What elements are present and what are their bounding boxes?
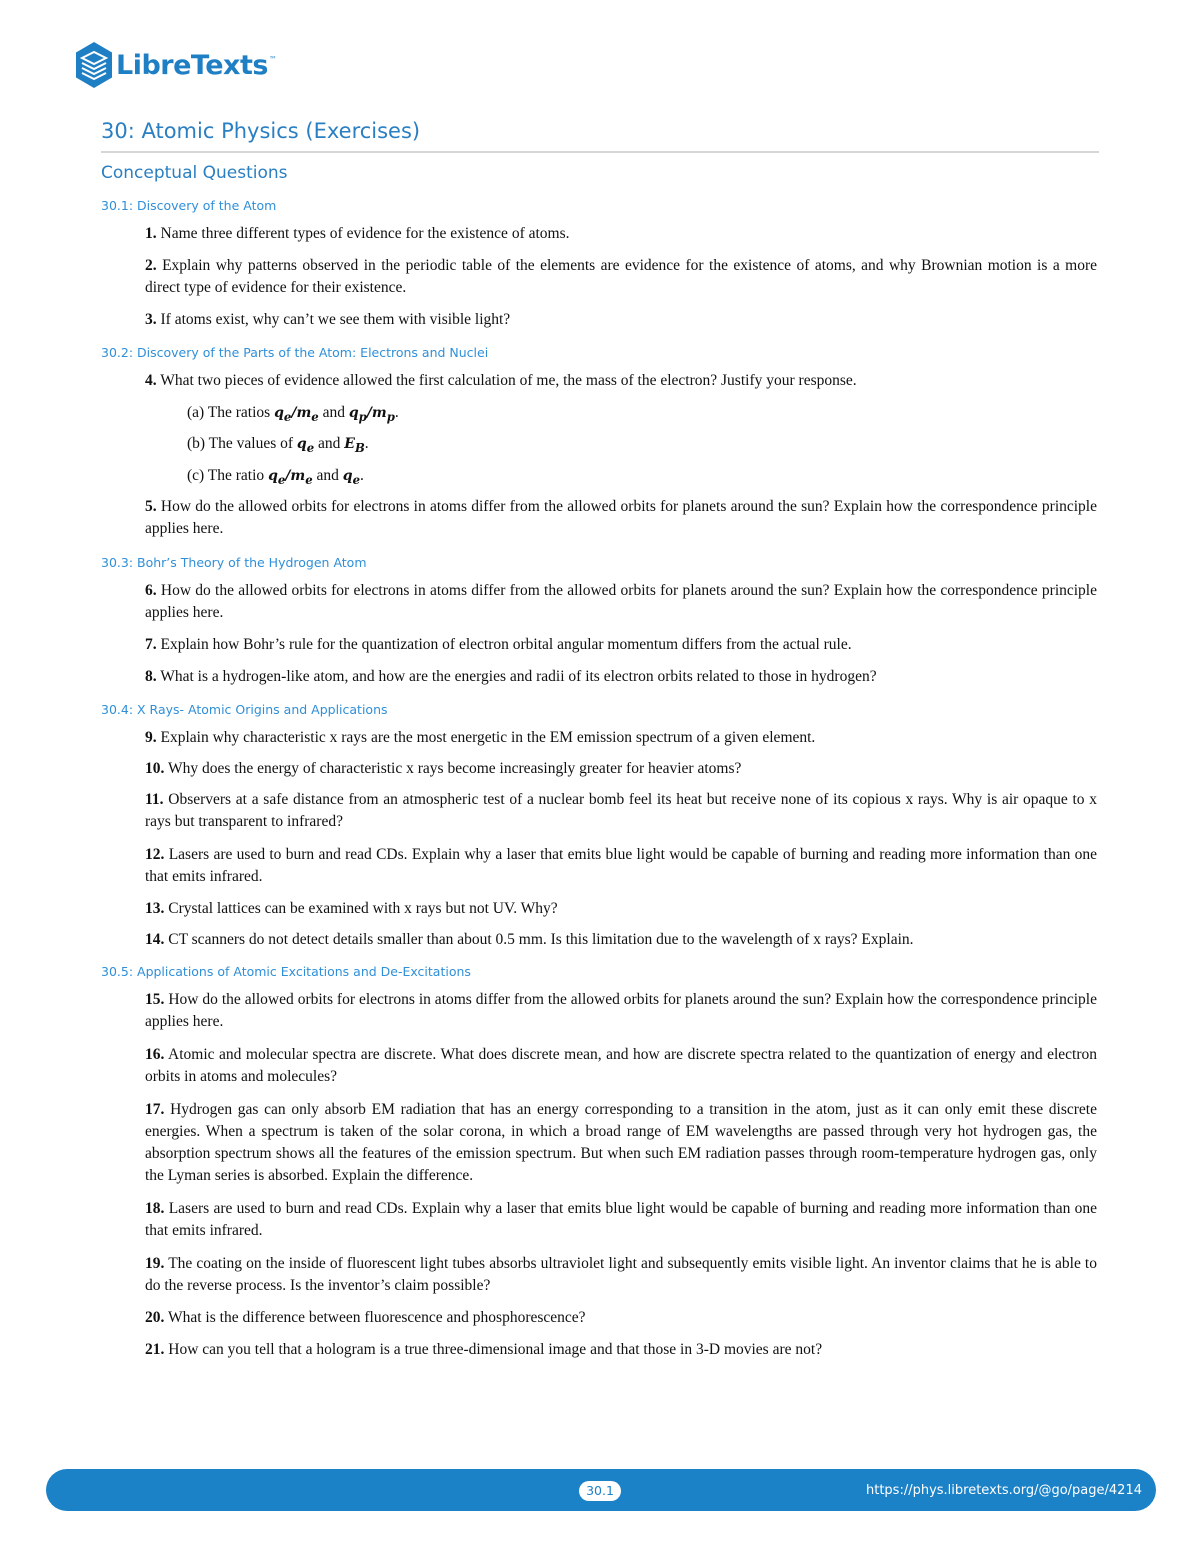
question-1 bbox=[145, 223, 1097, 245]
question-text: The coating on the inside of fluorescent light tubes absorbs ultraviolet light and subsequently emits visible light. An inventor claims that he is able to do the reverse process. Is the inventor’s claim possible? bbox=[145, 1255, 1097, 1294]
math-expression: $q_e$ bbox=[342, 468, 361, 487]
question-number: 18. bbox=[145, 1200, 165, 1217]
title-divider bbox=[101, 151, 1099, 153]
question-text: If atoms exist, why can’t we see them with visible light? bbox=[160, 311, 511, 328]
question-text: Name three different types of evidence for the existence of atoms. bbox=[160, 225, 570, 242]
question-12 bbox=[145, 844, 1097, 888]
question-text: Observers at a safe distance from an atmospheric test of a nuclear bomb feel its heat but receive none of its copious x rays. Why is air opaque to x rays but transparent to infrared? bbox=[145, 791, 1097, 830]
question-9 bbox=[145, 727, 1097, 749]
footer-link[interactable]: https://phys.libretexts.org/@go/page/4214 bbox=[865, 1483, 1142, 1498]
subsection-heading-30-5[interactable]: 30.5: Applications of Atomic Excitations and De-Excitations bbox=[101, 964, 471, 979]
option-conjunction: and bbox=[322, 404, 345, 421]
q4-option-a: (a) The ratios $q_e/m_e$ and $q_p/m_p$. bbox=[187, 404, 399, 424]
math-expression: $q_e/m_e$ bbox=[274, 405, 319, 424]
question-3 bbox=[145, 309, 1097, 331]
libretexts-logo-icon bbox=[74, 41, 114, 89]
subsection-heading-30-3[interactable]: 30.3: Bohr’s Theory of the Hydrogen Atom bbox=[101, 555, 367, 570]
question-17 bbox=[145, 1099, 1097, 1187]
question-5 bbox=[145, 496, 1097, 540]
option-label: (c) The ratio bbox=[187, 467, 265, 484]
question-text: How do the allowed orbits for electrons in atoms differ from the allowed orbits for planets around the sun? Explain how the correspondence principle applies here. bbox=[145, 582, 1097, 621]
question-text: Atomic and molecular spectra are discrete. What does discrete mean, and how are discrete spectra related to the quantization of energy and electron orbits in atoms and molecules? bbox=[145, 1046, 1098, 1085]
question-text: Hydrogen gas can only absorb EM radiation that has an energy corresponding to a transition in the atom, just as it can only emit these discrete energies. When a spectrum is taken of the solar corona, in which a broad range of EM wavelengths are passed through very hot hydrogen gas, the absorption spectrum shows all the features of the emission spectrum. But when such EM radiation passes through room-temperature hydrogen gas, only the Lyman series is absorbed. Explain the difference. bbox=[145, 1101, 1097, 1184]
question-number: 20. bbox=[145, 1309, 165, 1326]
question-number: 8. bbox=[145, 668, 157, 685]
question-text: Lasers are used to burn and read CDs. Explain why a laser that emits blue light would be capable of burning and reading more information than one that emits infrared. bbox=[145, 1200, 1098, 1239]
subsection-heading-30-1[interactable]: 30.1: Discovery of the Atom bbox=[101, 198, 277, 213]
question-11 bbox=[145, 789, 1097, 833]
question-text: How do the allowed orbits for electrons in atoms differ from the allowed orbits for planets around the sun? Explain how the correspondence principle applies here. bbox=[145, 498, 1097, 537]
question-2 bbox=[145, 255, 1097, 299]
option-conjunction: and bbox=[318, 435, 341, 452]
question-21 bbox=[145, 1339, 1097, 1361]
logo-trademark: ™ bbox=[268, 54, 277, 64]
question-6 bbox=[145, 580, 1097, 624]
question-number: 7. bbox=[145, 636, 157, 653]
question-number: 5. bbox=[145, 498, 157, 515]
question-text: Crystal lattices can be examined with x rays but not UV. Why? bbox=[168, 900, 558, 917]
question-number: 12. bbox=[145, 846, 165, 863]
question-number: 2. bbox=[145, 257, 157, 274]
question-8 bbox=[145, 666, 1097, 688]
page-number-badge: 30.1 bbox=[579, 1481, 621, 1501]
question-number: 10. bbox=[145, 760, 165, 777]
question-number: 17. bbox=[145, 1101, 165, 1118]
question-number: 14. bbox=[145, 931, 165, 948]
option-conjunction: and bbox=[316, 467, 339, 484]
question-number: 16. bbox=[145, 1046, 165, 1063]
question-text: What is the difference between fluorescence and phosphorescence? bbox=[167, 1309, 586, 1326]
question-text: Explain why patterns observed in the periodic table of the elements are evidence for the existence of atoms, and why Brownian motion is a more direct type of evidence for their existence. bbox=[145, 257, 1097, 296]
question-text: Explain how Bohr’s rule for the quantization of electron orbital angular momentum differs from the actual rule. bbox=[160, 636, 852, 653]
question-14 bbox=[145, 929, 1097, 951]
question-16 bbox=[145, 1044, 1097, 1088]
page-title: 30: Atomic Physics (Exercises) bbox=[101, 119, 421, 143]
question-18 bbox=[145, 1198, 1097, 1242]
question-number: 6. bbox=[145, 582, 157, 599]
math-expression: $q_e$ bbox=[296, 436, 315, 455]
question-20 bbox=[145, 1307, 1097, 1329]
question-13 bbox=[145, 898, 1097, 920]
question-number: 11. bbox=[145, 791, 164, 808]
question-text: Lasers are used to burn and read CDs. Explain why a laser that emits blue light would be capable of burning and reading more information than one that emits infrared. bbox=[145, 846, 1098, 885]
question-number: 13. bbox=[145, 900, 165, 917]
question-number: 3. bbox=[145, 311, 157, 328]
math-expression: $q_e/m_e$ bbox=[268, 468, 313, 487]
question-7 bbox=[145, 634, 1097, 656]
section-title: Conceptual Questions bbox=[101, 163, 288, 183]
libretexts-logo[interactable] bbox=[74, 41, 277, 89]
question-text: CT scanners do not detect details smaller than about 0.5 mm. Is this limitation due to the wavelength of x rays? Explain. bbox=[168, 931, 914, 948]
question-number: 19. bbox=[145, 1255, 165, 1272]
q4-option-b: (b) The values of $q_e$ and $E_B$. bbox=[187, 435, 369, 455]
question-text: Why does the energy of characteristic x rays become increasingly greater for heavier atoms? bbox=[167, 760, 742, 777]
question-15 bbox=[145, 989, 1097, 1033]
question-19 bbox=[145, 1253, 1097, 1297]
question-text: What two pieces of evidence allowed the first calculation of me, the mass of the electron? Justify your response. bbox=[160, 372, 857, 389]
option-label: (b) The values of bbox=[187, 435, 294, 452]
logo-wordmark: LibreTexts bbox=[116, 49, 268, 81]
question-text: Explain why characteristic x rays are the most energetic in the EM emission spectrum of a given element. bbox=[160, 729, 816, 746]
question-number: 15. bbox=[145, 991, 165, 1008]
question-number: 21. bbox=[145, 1341, 165, 1358]
q4-option-c: (c) The ratio $q_e/m_e$ and $q_e$. bbox=[187, 467, 364, 487]
question-10 bbox=[145, 758, 1097, 780]
question-text: What is a hydrogen-like atom, and how are the energies and radii of its electron orbits related to those in hydrogen? bbox=[160, 668, 877, 685]
option-label: (a) The ratios bbox=[187, 404, 271, 421]
question-number: 4. bbox=[145, 372, 157, 389]
question-text: How can you tell that a hologram is a true three-dimensional image and that those in 3-D movies are not? bbox=[168, 1341, 823, 1358]
math-expression: $q_p/m_p$ bbox=[348, 405, 395, 424]
subsection-heading-30-4[interactable]: 30.4: X Rays- Atomic Origins and Applications bbox=[101, 702, 388, 717]
question-number: 1. bbox=[145, 225, 157, 242]
question-4 bbox=[145, 370, 1097, 392]
subsection-heading-30-2[interactable]: 30.2: Discovery of the Parts of the Atom: Electrons and Nuclei bbox=[101, 345, 489, 360]
math-expression: $E_B$ bbox=[344, 436, 365, 455]
question-number: 9. bbox=[145, 729, 157, 746]
question-text: How do the allowed orbits for electrons in atoms differ from the allowed orbits for planets around the sun? Explain how the correspondence principle applies here. bbox=[145, 991, 1097, 1030]
